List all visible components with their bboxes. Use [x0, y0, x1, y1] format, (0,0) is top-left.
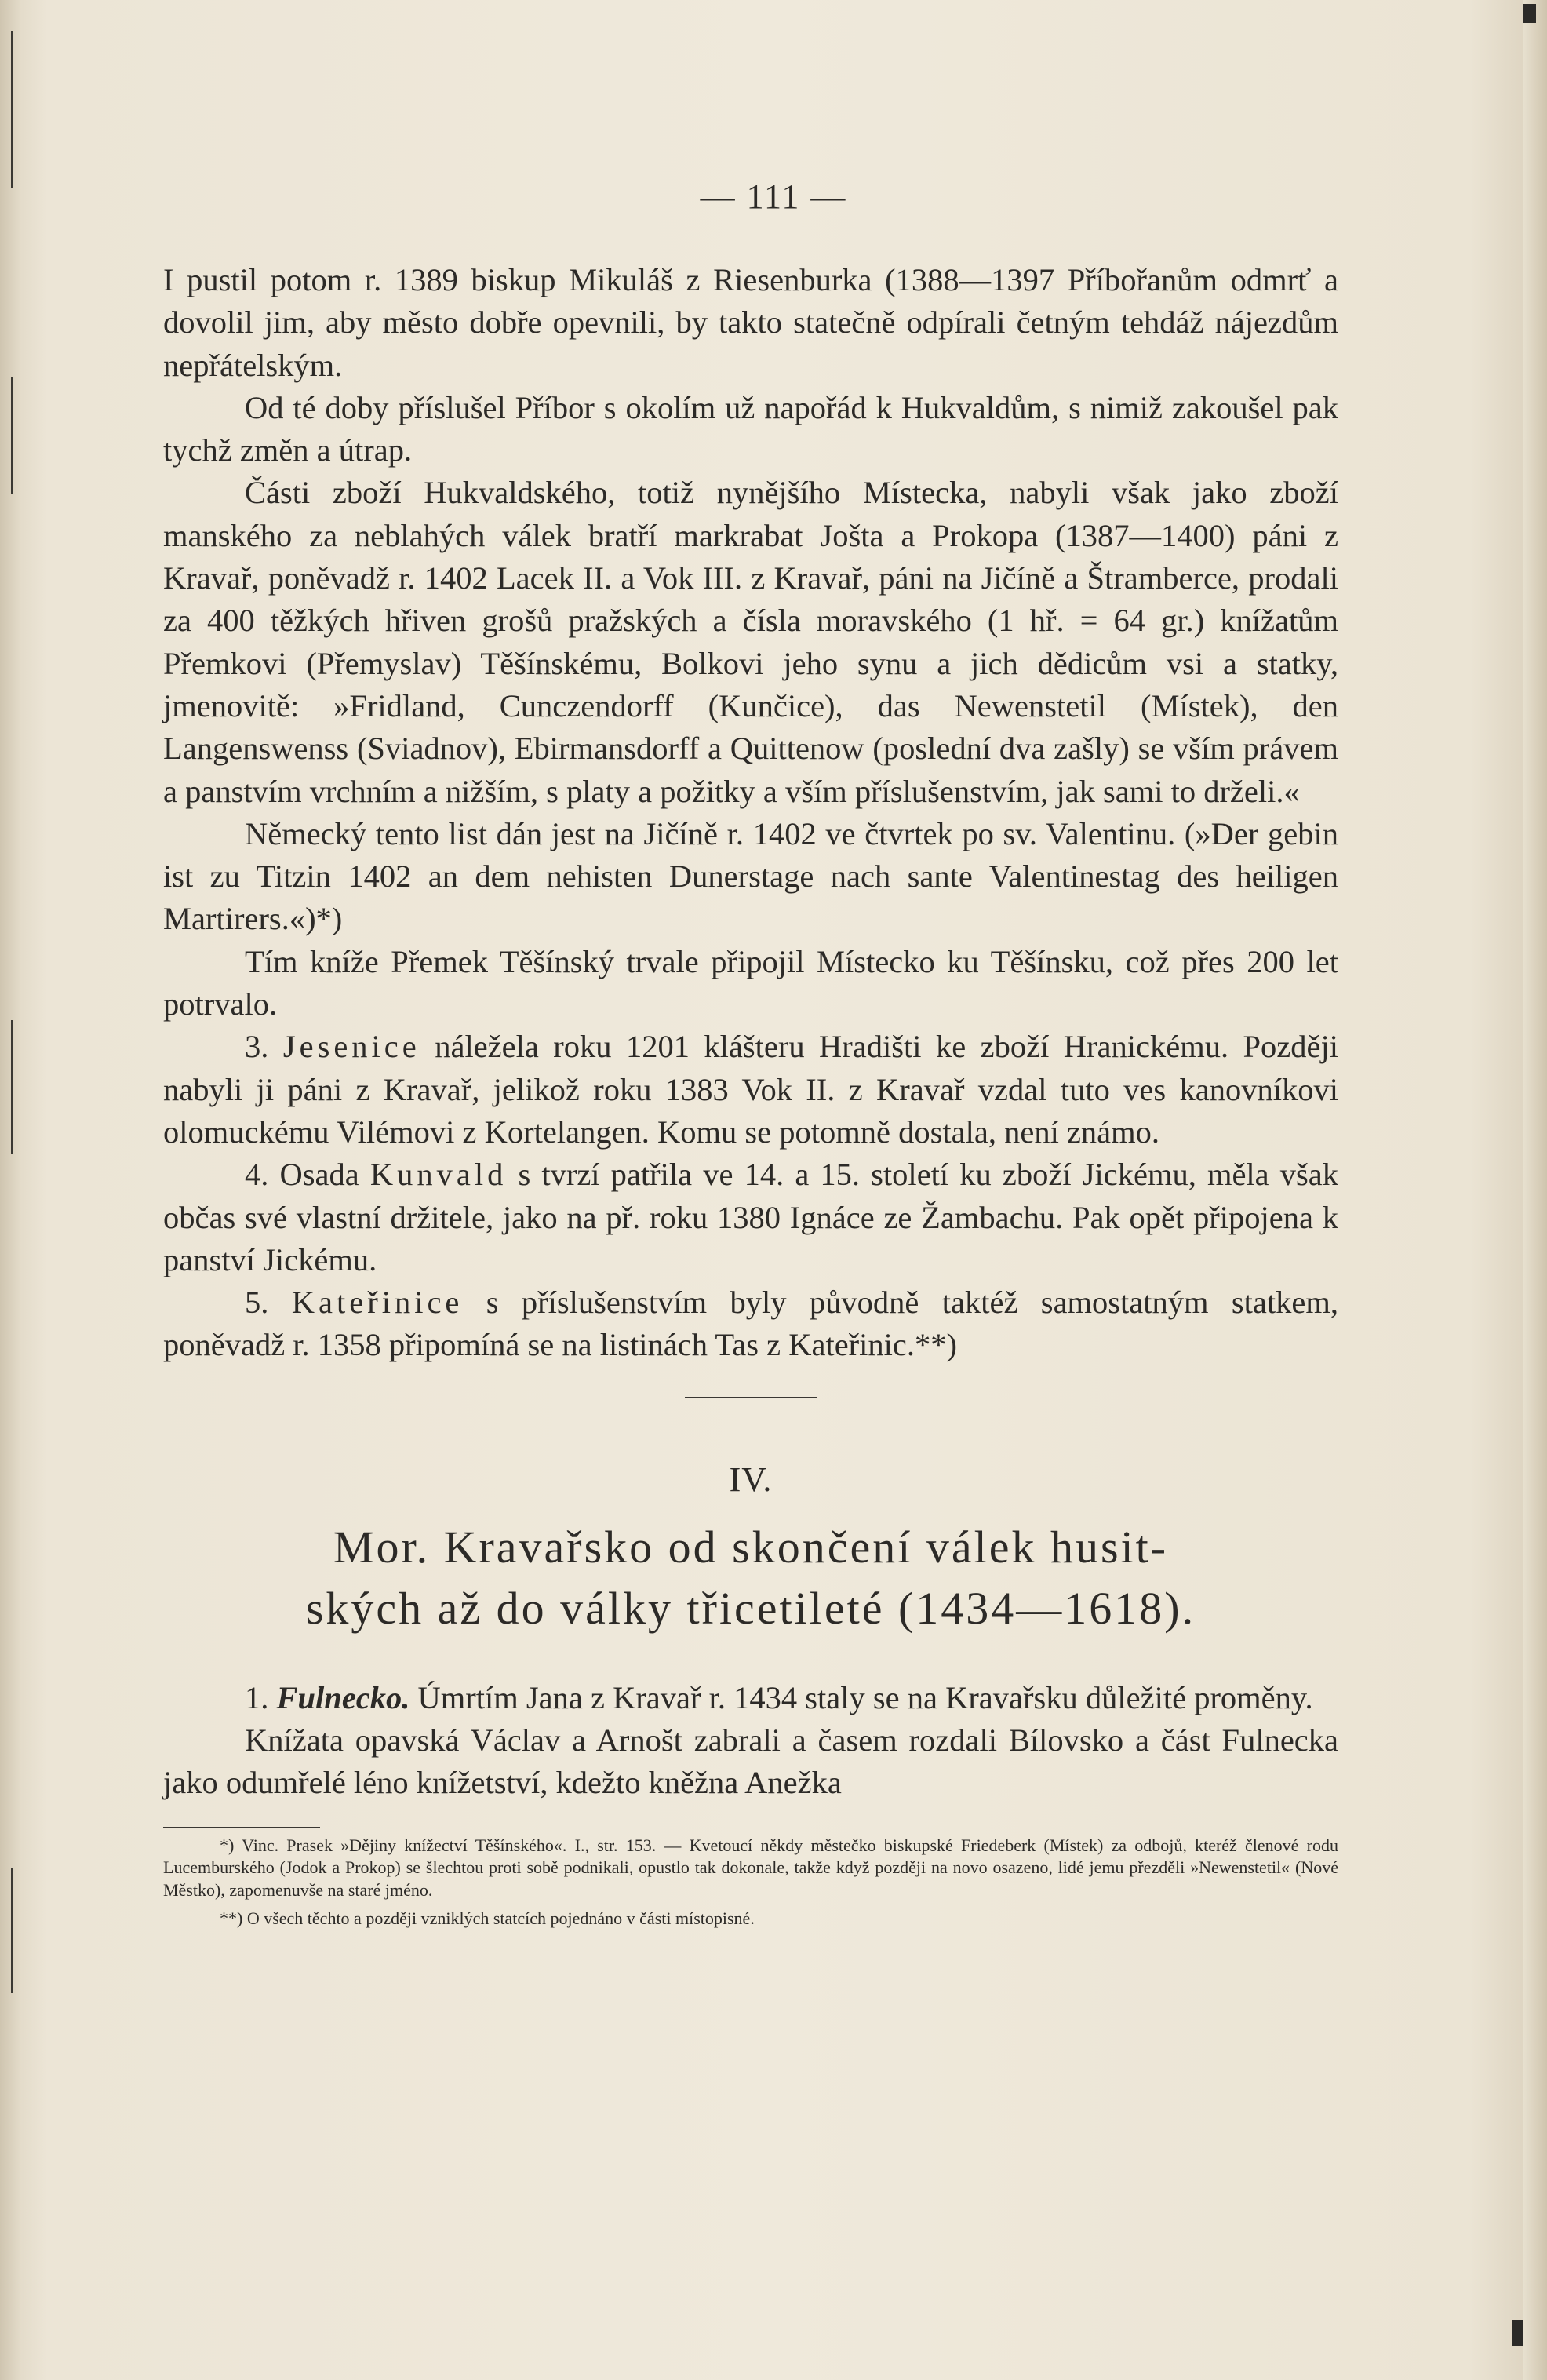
place-name: Kateřinice — [291, 1285, 464, 1321]
binding-mark — [11, 377, 13, 494]
item-prefix: Osada — [279, 1157, 359, 1193]
corner-mark — [1512, 2320, 1523, 2346]
chapter-title-line: ských až do války třicetileté (1434—1618). — [305, 1582, 1196, 1634]
subsection-title: Fulnecko. — [276, 1679, 410, 1715]
paragraph: Části zboží Hukvaldského, totiž nynějšího Místecka, nabyli však jako zboží manského za neblahých válek bratří markrabat Jošta a Prokopa (1387—1400) páni z Kravař, poněvadž r. 1402 Lacek II. a Vok III. z Kravař, páni na Jičíně a Štramberce, prodali za 400 těžkých hřiven grošů pražských a čísla moravského (1 hř. = 64 gr.) knížatům Přemkovi (Přemyslav) Těšínskému, Bolkovi jeho synu a jich dědicům vsi a statky, jmenovitě: »Fridland, Cunczendorff (Kunčice), das Newenstetil (Místek), den Langenswenss (Sviadnov), Ebirmansdorff a Quittenow (poslední dva zašly) se vším právem a panstvím vrchním a nižším, s platy a požitky a vším příslušenstvím, jak sami to drželi.« — [163, 475, 1338, 809]
paragraph — [163, 1677, 1338, 1719]
paragraph: Německý tento list dán jest na Jičíně r. 1402 ve čtvrtek po sv. Valentinu. (»Der gebin ist zu Titzin 1402 an dem nehisten Dunerstage nach sante Valentinestag des heiligen Martirers.«)*) — [163, 815, 1338, 937]
binding-mark — [11, 1868, 13, 1993]
list-item — [163, 1154, 1338, 1281]
subsection-number: 1. — [245, 1679, 269, 1715]
item-number: 5. — [245, 1285, 269, 1321]
item-number: 3. — [245, 1029, 269, 1065]
chapter-title — [163, 1517, 1338, 1639]
page-content — [163, 259, 1338, 1930]
list-item — [163, 1281, 1338, 1367]
list-item — [163, 1026, 1338, 1154]
section-divider — [685, 1397, 817, 1398]
paragraph: Tím kníže Přemek Těšínský trvale připojil Místecko ku Těšínsku, což přes 200 let potrvalo. — [163, 943, 1338, 1022]
paragraph: Knížata opavská Václav a Arnošt zabrali a časem rozdali Bílovsko a část Fulnecka jako odumřelé léno knížetství, kdežto kněžna Anežka — [163, 1722, 1338, 1801]
item-text: s příslušenstvím byly původně taktéž samostatným statkem, poněvadž r. 1358 připomíná se na listinách Tas z Kateřinic.**) — [163, 1285, 1339, 1363]
footnote: *) Vinc. Prasek »Dějiny knížectví Těšínského«. I., str. 153. — Kvetoucí někdy městečko biskupské Friedeberk (Místek) za odbojů, kteréž členové rodu Lucemburského (Jodok a Prokop) se šlechtou proti sobě podnikali, opustlo tak dokonale, takže když později na novo osazeno, lidé jemu přezděli »Newenstetil« (Nové Městko), zapomenuvše na staré jméno. — [163, 1835, 1338, 1900]
chapter-title-line: Mor. Kravařsko od skončení válek husit- — [333, 1521, 1169, 1573]
place-name: Jesenice — [282, 1029, 420, 1065]
corner-mark — [1523, 4, 1536, 23]
page-edge — [1523, 0, 1547, 2380]
page-number: — 111 — — [700, 177, 847, 216]
paragraph-text: Úmrtím Jana z Kravař r. 1434 staly se na Kravařsku důležité proměny. — [417, 1679, 1313, 1715]
item-text: náležela roku 1201 klášteru Hradišti ke zboží Hranickému. Později nabyli ji páni z Kravař, jelikož roku 1383 Vok II. z Kravař vzdal tuto ves kanovníkovi olomuckému Vilémovi z Kortelangen. Komu se potomně dostala, není známo. — [163, 1029, 1339, 1150]
footnote: **) O všech těchto a později vzniklých statcích pojednáno v části místopisné. — [220, 1908, 755, 1929]
paragraph: I pustil potom r. 1389 biskup Mikuláš z Riesenburka (1388—1397 Příbořanům odmrť a dovolil jim, aby město dobře opevnili, by takto statečně odpírali četným tehdáž nájezdům nepřátelským. — [163, 262, 1338, 383]
footnote-rule — [163, 1827, 320, 1828]
item-text: s tvrzí patřila ve 14. a 15. století ku zboží Jickému, měla však občas své vlastní držitele, jako na př. roku 1380 Ignáce ze Žambachu. Pak opět připojena k panství Jickému. — [163, 1157, 1339, 1277]
binding-mark — [11, 31, 13, 188]
item-number: 4. — [245, 1157, 269, 1193]
binding-edge — [0, 0, 20, 2380]
chapter-number: IV. — [729, 1460, 773, 1499]
binding-mark — [11, 1020, 13, 1154]
place-name: Kunvald — [369, 1157, 508, 1193]
paragraph: Od té doby příslušel Příbor s okolím už napořád k Hukvaldům, s nimiž zakoušel pak tychž změn a útrap. — [163, 389, 1338, 468]
